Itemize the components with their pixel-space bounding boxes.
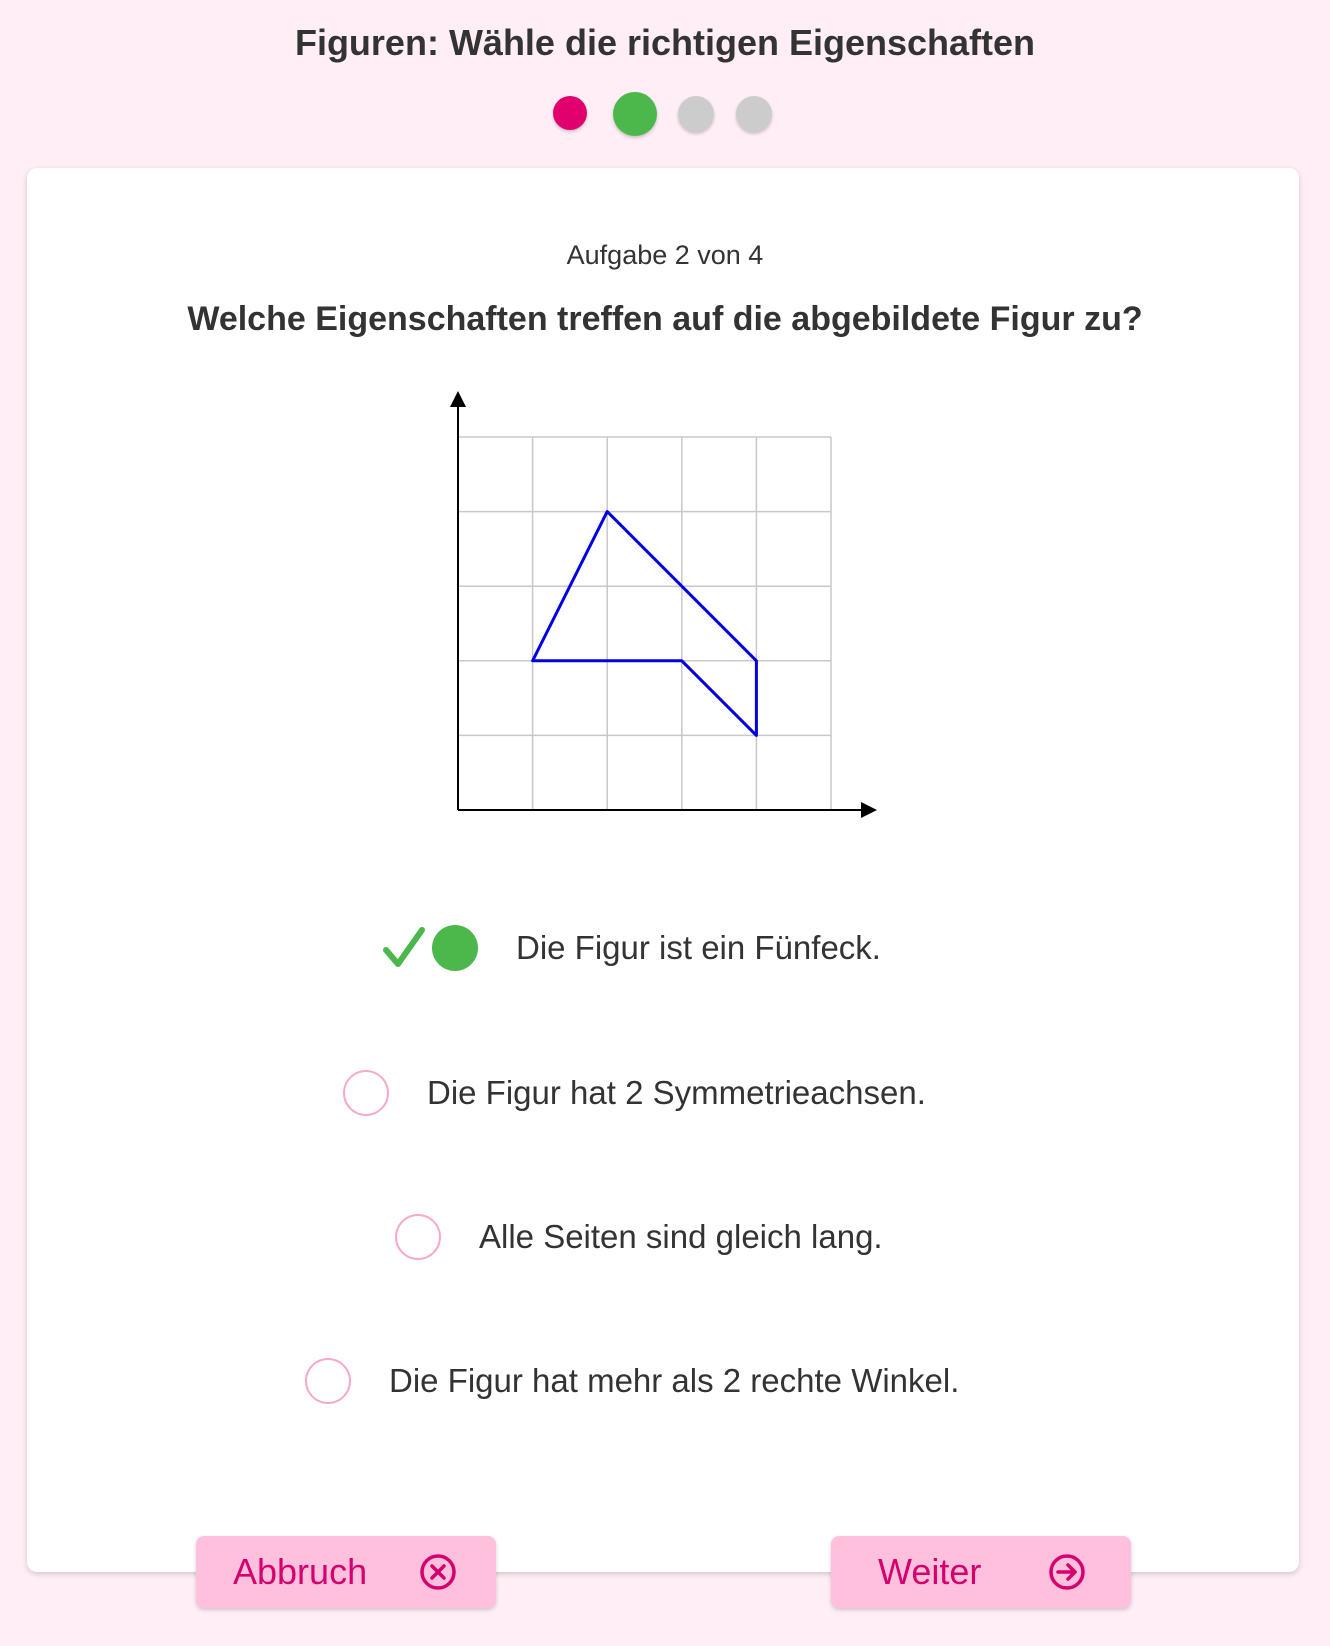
radio-button[interactable] — [343, 1070, 389, 1116]
progress-dot-correct — [613, 92, 657, 136]
radio-button-selected[interactable] — [432, 925, 478, 971]
check-icon — [382, 924, 426, 972]
progress-dot-pending — [736, 96, 772, 132]
progress-dot-pending — [678, 96, 714, 132]
answer-label: Die Figur hat 2 Symmetrieachsen. — [427, 1074, 926, 1111]
page-title: Figuren: Wähle die richtigen Eigenschaften — [294, 22, 1036, 63]
progress-dot-current — [553, 96, 587, 130]
cancel-button[interactable] — [196, 1536, 496, 1608]
figure-grid — [458, 437, 831, 810]
shape-figure — [430, 385, 890, 825]
progress-dots — [0, 92, 1330, 136]
x-axis-arrow — [861, 802, 877, 818]
answer-label: Die Figur hat mehr als 2 rechte Winkel. — [389, 1362, 960, 1399]
answer-label: Alle Seiten sind gleich lang. — [479, 1218, 883, 1255]
radio-button[interactable] — [395, 1214, 441, 1260]
figure-axes — [450, 391, 877, 818]
y-axis-arrow — [450, 391, 466, 407]
close-circle-icon — [418, 1552, 458, 1592]
pentagon-shape — [533, 512, 757, 736]
cancel-button-label: Abbruch — [233, 1551, 368, 1592]
arrow-right-circle-icon — [1047, 1552, 1087, 1592]
answer-option-3[interactable] — [395, 1207, 883, 1267]
radio-button[interactable] — [305, 1358, 351, 1404]
next-button[interactable] — [831, 1536, 1131, 1608]
question-text: Welche Eigenschaften treffen auf die abgebildete Figur zu? — [187, 300, 1143, 338]
task-counter: Aufgabe 2 von 4 — [566, 240, 764, 270]
answer-option-4[interactable] — [305, 1351, 959, 1411]
next-button-label: Weiter — [878, 1551, 982, 1592]
answer-option-1[interactable] — [382, 918, 881, 978]
answer-label: Die Figur ist ein Fünfeck. — [516, 929, 881, 966]
answer-option-2[interactable] — [343, 1063, 926, 1123]
